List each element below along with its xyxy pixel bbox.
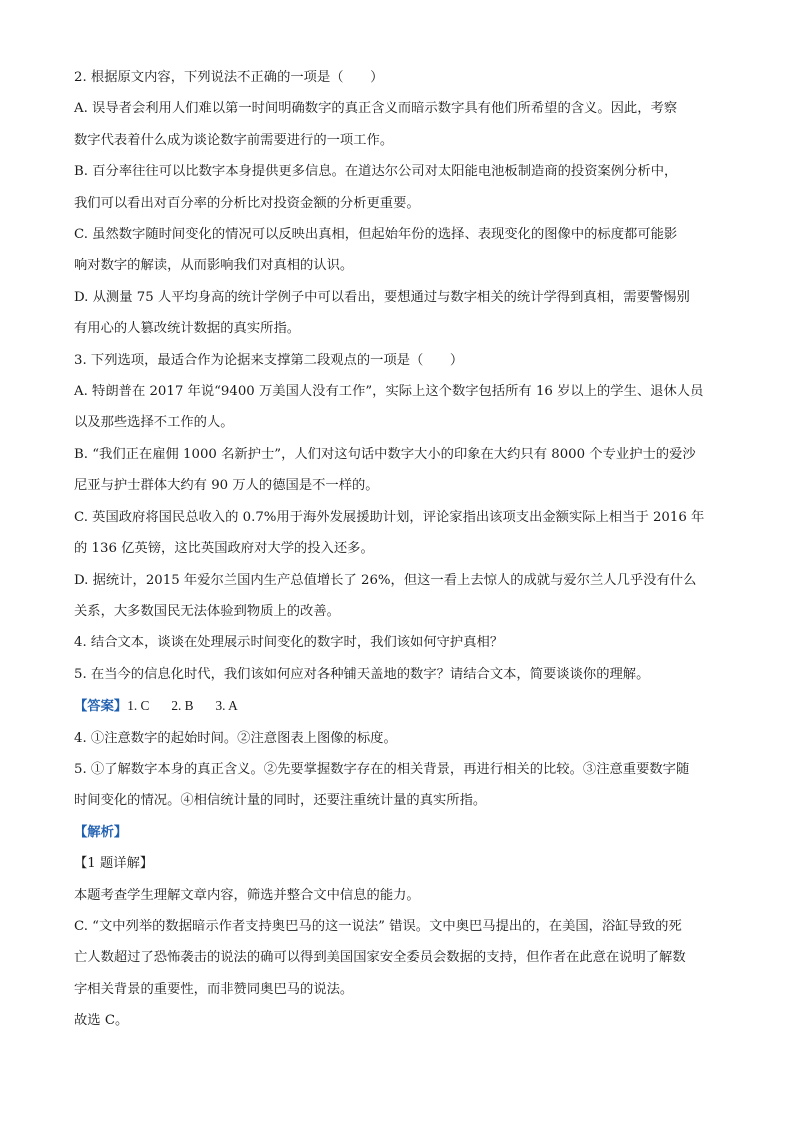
- question-2-option-c-line-1: C. 虽然数字随时间变化的情况可以反映出真相，但起始年份的选择、表现变化的图像中的标度都可能影: [74, 227, 678, 243]
- question-2-option-d-line-1: D. 从测量 75 人平均身高的统计学例子中可以看出，要想通过与数字相关的统计学得到真相，需要警惕别: [74, 289, 690, 305]
- answer-2: 2. B: [171, 698, 194, 714]
- question-2-option-c-line-2: 响对数字的解读，从而影响我们对真相的认识。: [74, 258, 354, 274]
- analysis-line-2: C. “文中列举的数据暗示作者支持奥巴马的这一说法” 错误。文中奥巴马提出的，在美国，浴缸导致的死: [74, 918, 682, 934]
- question-2-option-b-line-1: B. 百分率往往可以比数字本身提供更多信息。在道达尔公司对太阳能电池板制造商的投资案例分析中，: [74, 164, 678, 180]
- question-4-stem: 4. 结合文本，谈谈在处理展示时间变化的数字时，我们该如何守护真相？: [74, 635, 504, 651]
- answer-1: 1. C: [127, 698, 150, 714]
- question-3-option-c-line-1: C. 英国政府将国民总收入的 0.7%用于海外发展援助计划，评论家指出该项支出金额实际上相当于 2016 年: [74, 509, 705, 525]
- answer-4: 4. ①注意数字的起始时间。②注意图表上图像的标度。: [74, 730, 397, 746]
- answer-5-line-1: 5. ①了解数字本身的真正含义。②先要掌握数字存在的相关背景，再进行相关的比较。③注意重要数字随: [74, 761, 690, 777]
- question-3-option-b-line-2: 尼亚与护士群体大约有 90 万人的德国是不一样的。: [74, 478, 379, 494]
- question-5-stem: 5. 在当今的信息化时代，我们该如何应对各种铺天盖地的数字？请结合文本，简要谈谈你的理解。: [74, 666, 650, 682]
- answer-5-line-2: 时间变化的情况。④相信统计量的同时，还要注重统计量的真实所指。: [74, 793, 487, 809]
- answer-line: [74, 690, 724, 722]
- detail-heading: 【1 题详解】: [74, 856, 154, 872]
- analysis-line-4: 字相关背景的重要性，而非赞同奥巴马的说法。: [74, 981, 354, 997]
- question-3-stem: 3. 下列选项，最适合作为论据来支撑第二段观点的一项是（ ）: [74, 352, 464, 368]
- question-2-option-d-line-2: 有用心的人篡改统计数据的真实所指。: [74, 321, 301, 337]
- analysis-line-3: 亡人数超过了恐怖袭击的说法的确可以得到美国国家安全委员会数据的支持，但作者在此意在说明了解数: [74, 950, 686, 966]
- document-page: [74, 62, 724, 1037]
- question-2-option-a-line-1: A. 误导者会利用人们难以第一时间明确数字的真正含义而暗示数字具有他们所希望的含义。因此，考察: [74, 101, 678, 117]
- answer-3: 3. A: [215, 698, 238, 714]
- question-2-option-a-line-2: 数字代表着什么成为谈论数字前需要进行的一项工作。: [74, 132, 394, 148]
- question-3-option-a-line-2: 以及那些选择不工作的人。: [74, 415, 234, 431]
- analysis-line-1: 本题考查学生理解文章内容，筛选并整合文中信息的能力。: [74, 887, 420, 903]
- analysis-line-5: 故选 C。: [74, 1013, 129, 1029]
- question-3-option-d-line-1: D. 据统计，2015 年爱尔兰国内生产总值增长了 26%，但这一看上去惊人的成就与爱尔兰人几乎没有什么: [74, 572, 697, 588]
- question-3-option-d-line-2: 关系，大多数国民无法体验到物质上的改善。: [74, 603, 340, 619]
- question-3-option-a-line-1: A. 特朗普在 2017 年说“9400 万美国人没有工作”，实际上这个数字包括所有 16 岁以上的学生、退休人员: [74, 384, 704, 400]
- question-3-option-c-line-2: 的 136 亿英镑，这比英国政府对大学的投入还多。: [74, 541, 374, 557]
- question-2-option-b-line-2: 我们可以看出对百分率的分析比对投资金额的分析更重要。: [74, 195, 420, 211]
- question-3-option-b-line-1: B. “我们正在雇佣 1000 名新护士”，人们对这句话中数字大小的印象在大约只有 8000 个专业护士的爱沙: [74, 446, 696, 462]
- question-2-stem: 2. 根据原文内容，下列说法不正确的一项是（ ）: [74, 70, 384, 85]
- answer-tag: 【答案】: [74, 699, 128, 715]
- analysis-tag: 【解析】: [74, 824, 128, 840]
